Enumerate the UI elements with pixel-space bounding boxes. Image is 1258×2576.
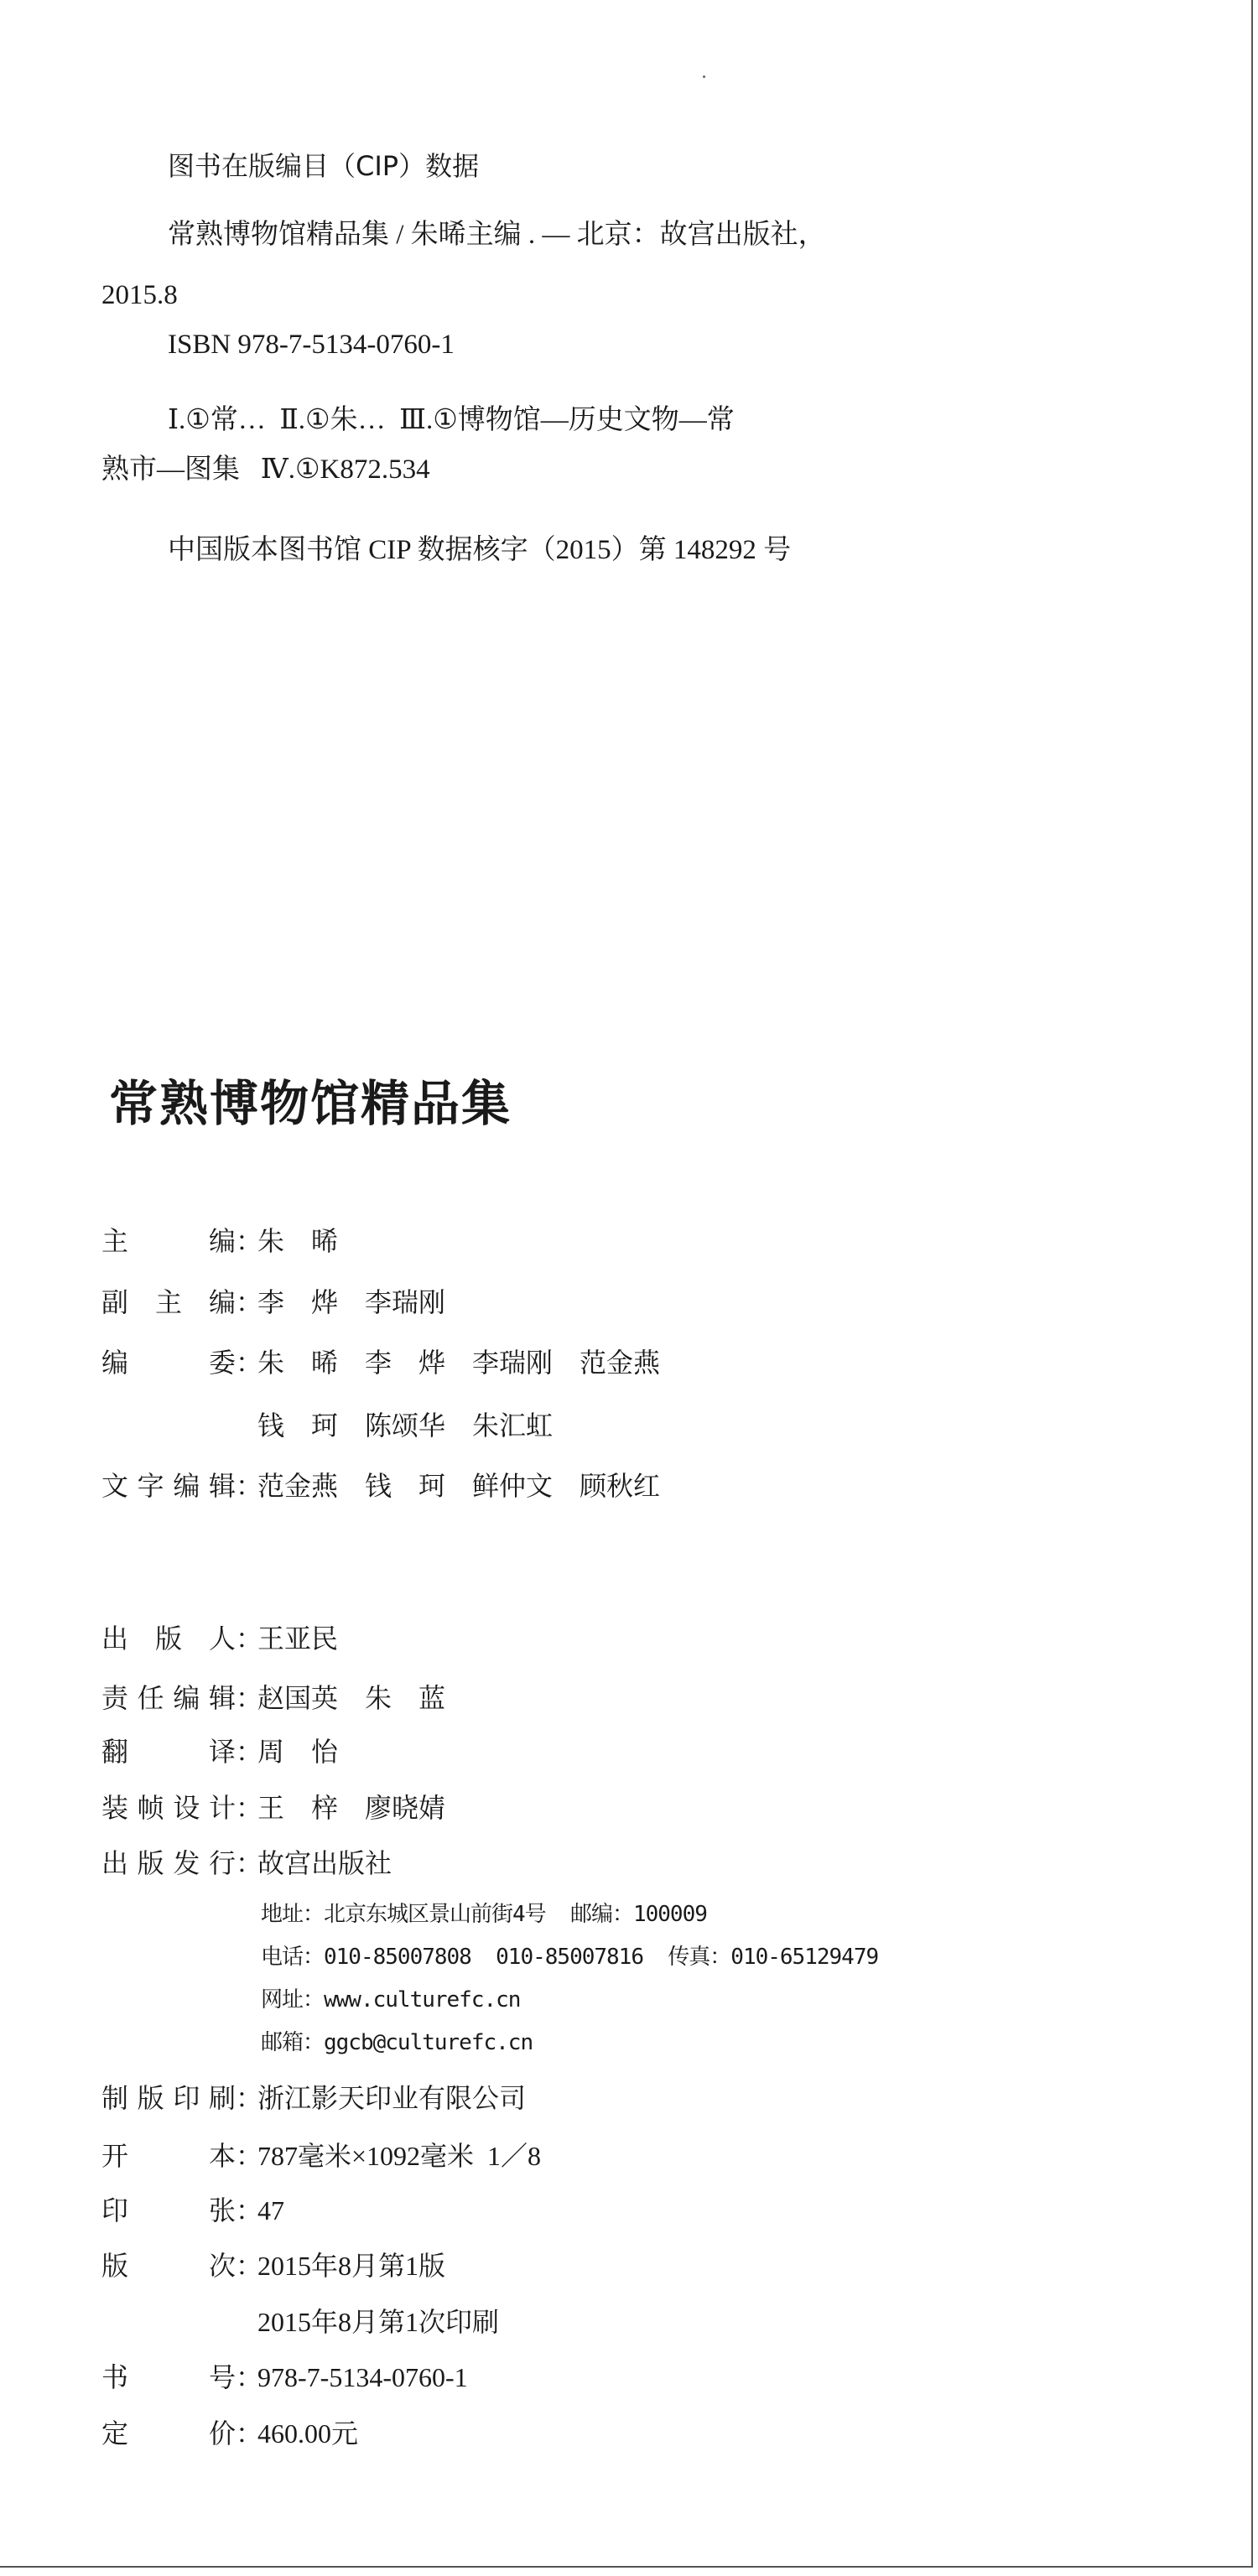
publisher-email: 邮箱：ggcb@culturefc.cn: [261, 2030, 533, 2055]
credit-colon: ：: [236, 1348, 263, 1378]
credit-row: [101, 1850, 392, 1877]
credit-row: [101, 1472, 660, 1499]
credit-label: 版次: [101, 2251, 236, 2281]
credit-label: 编委: [101, 1348, 236, 1378]
credit-row: [101, 2364, 468, 2391]
credit-colon: ：: [236, 1683, 263, 1713]
credit-row: [101, 1289, 445, 1316]
credit-row: [101, 1685, 445, 1711]
credit-row: [101, 1794, 445, 1821]
cip-line: 2015.8: [101, 280, 178, 310]
credit-value: 朱 晞: [257, 1226, 339, 1256]
cip-classification: Ⅰ.①常… Ⅱ.①朱… Ⅲ.①博物馆—历史文物—常: [168, 405, 735, 435]
credit-value: 钱 珂 陈颂华 朱汇虹: [257, 1410, 554, 1441]
credit-colon: ：: [236, 1737, 263, 1767]
credit-value: 王 梓 廖晓婧: [257, 1793, 446, 1823]
scan-speck: [703, 75, 705, 78]
credit-row: [101, 2197, 284, 2224]
credit-value: 2015年8月第1次印刷: [257, 2307, 500, 2337]
credit-row: [101, 2420, 358, 2447]
credit-colon: ：: [236, 1287, 263, 1317]
credit-colon: ：: [236, 1226, 263, 1256]
credit-row: [101, 1625, 338, 1652]
credit-value: 978-7-5134-0760-1: [257, 2362, 468, 2392]
credit-label: 印张: [101, 2195, 236, 2225]
credit-label: 责任编辑: [101, 1683, 236, 1713]
cip-heading: 图书在版编目（CIP）数据: [168, 150, 480, 182]
credit-label: 书号: [101, 2362, 236, 2392]
credit-value: 范金燕 钱 珂 鲜仲文 顾秋红: [257, 1471, 661, 1501]
credit-label: 开本: [101, 2141, 236, 2171]
credit-value: 李 烨 李瑞刚: [257, 1287, 446, 1317]
credit-label: 副主编: [101, 1287, 236, 1317]
cip-isbn: ISBN 978-7-5134-0760-1: [168, 330, 455, 360]
cip-line: 常熟博物馆精品集 / 朱晞主编 . — 北京：故宫出版社，: [168, 220, 826, 250]
credit-label: 出版发行: [101, 1848, 236, 1878]
publisher-address: 地址：北京东城区景山前街4号 邮编：100009: [261, 1902, 707, 1927]
publisher-phone: 电话：010-85007808 010-85007816 传真：010-65129479: [261, 1945, 879, 1970]
credit-colon: ：: [236, 2418, 263, 2449]
credit-value: 朱 晞 李 烨 李瑞刚 范金燕: [257, 1348, 661, 1378]
credit-value: 王亚民: [257, 1623, 339, 1654]
credit-colon: ：: [236, 1623, 263, 1654]
credit-value: 故宫出版社: [257, 1848, 392, 1878]
credit-label: [101, 2309, 236, 2335]
credit-colon: ：: [236, 1793, 263, 1823]
credit-row: [101, 1412, 553, 1439]
cip-classification: 熟市—图集 Ⅳ.①K872.534: [101, 454, 430, 485]
credit-label: 出版人: [101, 1623, 236, 1654]
cip-record-number: 中国版本图书馆 CIP 数据核字（2015）第 148292 号: [168, 535, 792, 565]
credit-colon: ：: [236, 2083, 263, 2113]
credit-label: 制版印刷: [101, 2083, 236, 2113]
credit-colon: ：: [236, 2251, 263, 2281]
credit-value: 赵国英 朱 蓝: [257, 1683, 446, 1713]
credit-value: 2015年8月第1版: [257, 2251, 446, 2281]
credit-value: 460.00元: [257, 2418, 359, 2449]
credit-colon: [236, 1412, 257, 1439]
credit-label: 主编: [101, 1226, 236, 1256]
credit-colon: ：: [236, 2141, 263, 2171]
credit-value: 周 怡: [257, 1737, 339, 1767]
credit-label: 翻译: [101, 1737, 236, 1767]
credit-row: [101, 2142, 541, 2169]
publisher-website: 网址：www.culturefc.cn: [261, 1987, 521, 2012]
credit-colon: [236, 2309, 257, 2335]
credit-label: [101, 1412, 236, 1439]
credit-label: 装帧设计: [101, 1793, 236, 1823]
credit-label: 定价: [101, 2418, 236, 2449]
book-title: 常熟博物馆精品集: [109, 1075, 512, 1132]
credit-row: [101, 1738, 338, 1765]
credit-value: 787毫米×1092毫米 1／8: [257, 2141, 542, 2171]
credit-value: 浙江影天印业有限公司: [257, 2083, 527, 2113]
credit-colon: ：: [236, 1471, 263, 1501]
credit-label: 文字编辑: [101, 1471, 236, 1501]
credit-value: 47: [257, 2195, 284, 2225]
credit-row: [101, 2309, 499, 2335]
credit-row: [101, 1228, 338, 1254]
credit-row: [101, 1349, 660, 1376]
credit-colon: ：: [236, 1848, 263, 1878]
credit-colon: ：: [236, 2362, 263, 2392]
credit-colon: ：: [236, 2195, 263, 2225]
credit-row: [101, 2085, 526, 2111]
credit-row: [101, 2252, 445, 2279]
